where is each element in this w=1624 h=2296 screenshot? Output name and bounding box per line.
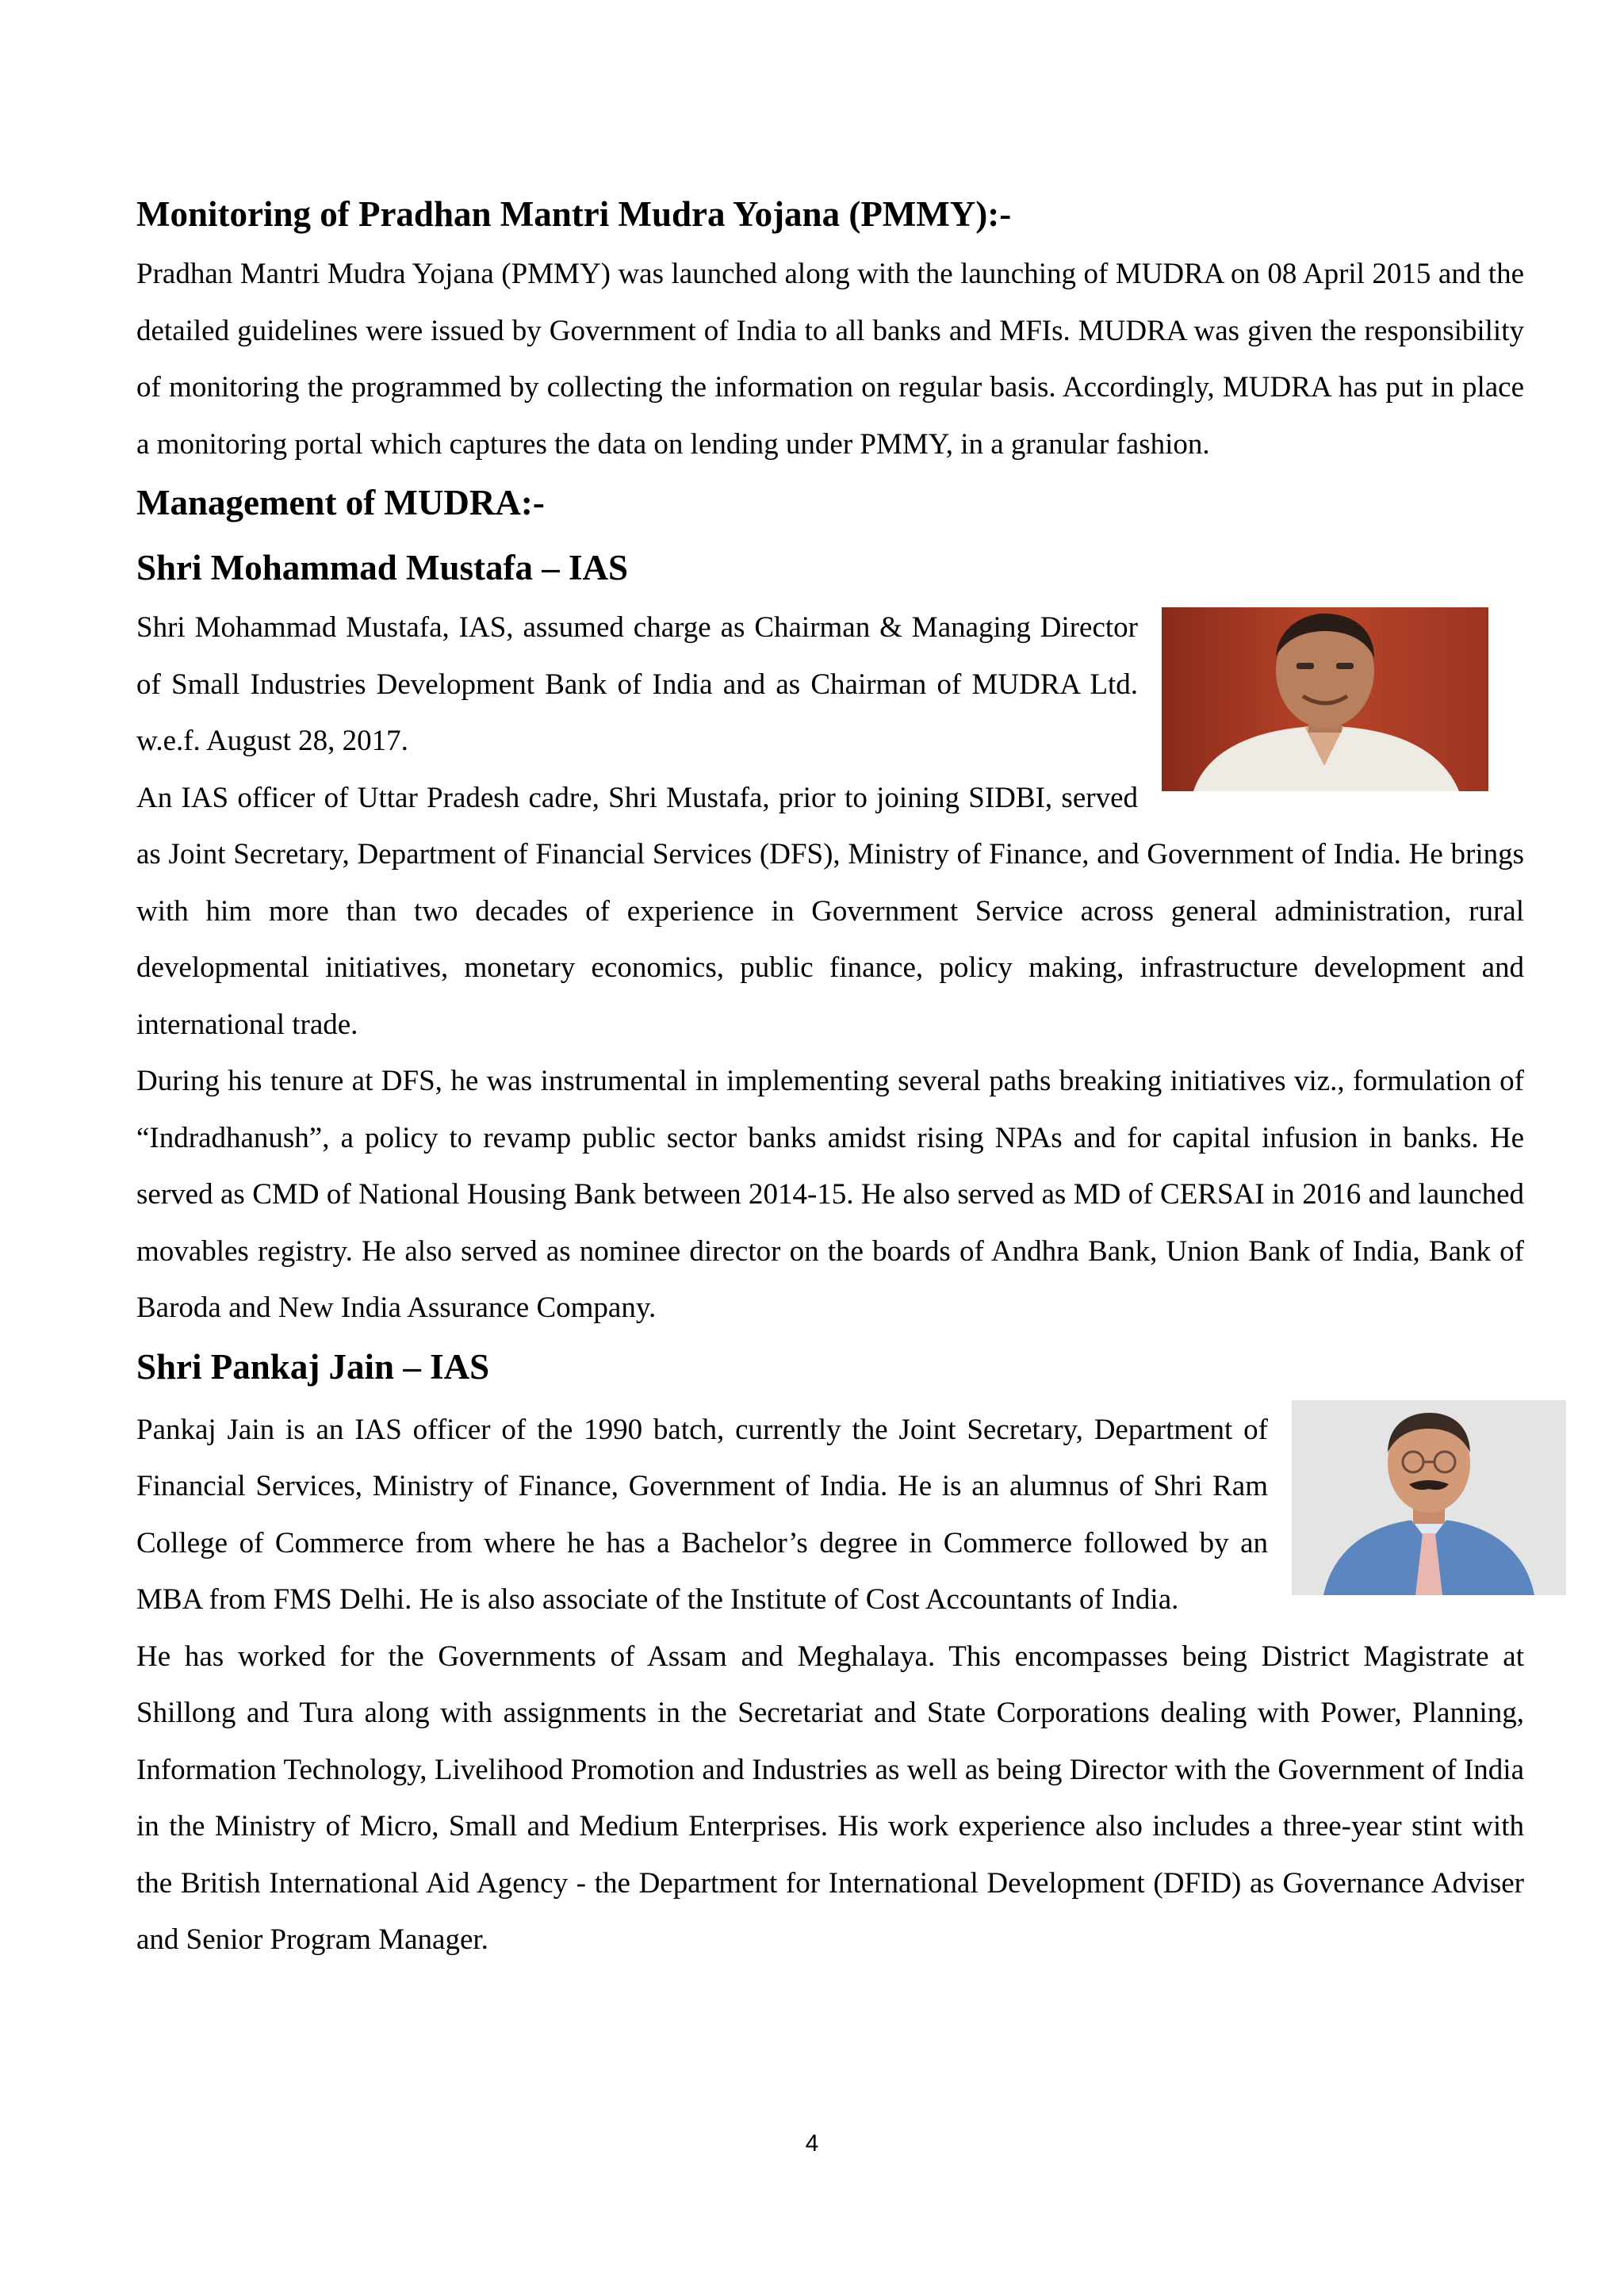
- jain-portrait-photo: [1292, 1400, 1566, 1595]
- jain-portrait-image: [1292, 1400, 1566, 1595]
- jain-paragraph-2: He has worked for the Governments of Assam and Meghalaya. This encompasses being District Magistrate at Shillong and Tura along with assignments in the Secretariat and State Corporations dealing with Power, Planning, Information Technology, Livelihood Promotion and Industries as well as being Director with the Government of India in the Ministry of Micro, Small and Medium Enterprises. His work experience also includes a three-year stint with the British International Aid Agency - the Department for International Development (DFID) as Governance Adviser and Senior Program Manager.: [136, 1640, 1524, 1956]
- mustafa-paragraph-3: During his tenure at DFS, he was instrumental in implementing several paths breaking initiatives viz., formulation of “Indradhanush”, a policy to revamp public sector banks amidst rising NPAs and for capital infusion in banks. He served as CMD of National Housing Bank between 2014-15. He also served as MD of CERSAI in 2016 and launched movables registry. He also served as nominee director on the boards of Andhra Bank, Union Bank of India, Bank of Baroda and New India Assurance Company.: [136, 1065, 1524, 1324]
- mustafa-paragraph-1: Shri Mohammad Mustafa, IAS, assumed charge as Chairman & Managing Director of Small Industries Development Bank of India and as Chairman of MUDRA Ltd. w.e.f. August 28, 2017.: [136, 611, 1138, 757]
- section-heading-management: Management of MUDRA:-: [136, 483, 545, 522]
- mustafa-portrait-image: [1162, 607, 1488, 791]
- mustafa-paragraph-2: An IAS officer of Uttar Pradesh cadre, Shri Mustafa, prior to joining SIDBI, served as Joint Secretary, Department of Financial Services (DFS), Ministry of Finance, and Government of India. He brings with him more than two decades of experience in Government Service across general administration, rural developmental initiatives, monetary economics, public finance, policy making, infrastructure development and international trade.: [136, 781, 1524, 1041]
- jain-paragraph-1: Pankaj Jain is an IAS officer of the 1990 batch, currently the Joint Secretary, Department of Financial Services, Ministry of Finance, Government of India. He is an alumnus of Shri Ram College of Commerce from where he has a Bachelor’s degree in Commerce followed by an MBA from FMS Delhi. He is also associate of the Institute of Cost Accountants of India.: [136, 1413, 1268, 1616]
- document-page: [136, 190, 1524, 1969]
- mustafa-portrait-photo: [1162, 607, 1488, 791]
- mustafa-bio: [136, 599, 1524, 1337]
- section-heading-monitoring: Monitoring of Pradhan Mantri Mudra Yojana (PMMY):-: [136, 194, 1012, 234]
- monitoring-paragraph: Pradhan Mantri Mudra Yojana (PMMY) was launched along with the launching of MUDRA on 08 April 2015 and the detailed guidelines were issued by Government of India to all banks and MFIs. MUDRA was given the responsibility of monitoring the programmed by collecting the information on regular basis. Accordingly, MUDRA has put in place a monitoring portal which captures the data on lending under PMMY, in a granular fashion.: [136, 258, 1524, 461]
- person-heading-mustafa: Shri Mohammad Mustafa – IAS: [136, 548, 629, 587]
- page-number: 4: [805, 2130, 819, 2156]
- person-heading-jain: Shri Pankaj Jain – IAS: [136, 1346, 490, 1387]
- jain-bio: [136, 1402, 1524, 1969]
